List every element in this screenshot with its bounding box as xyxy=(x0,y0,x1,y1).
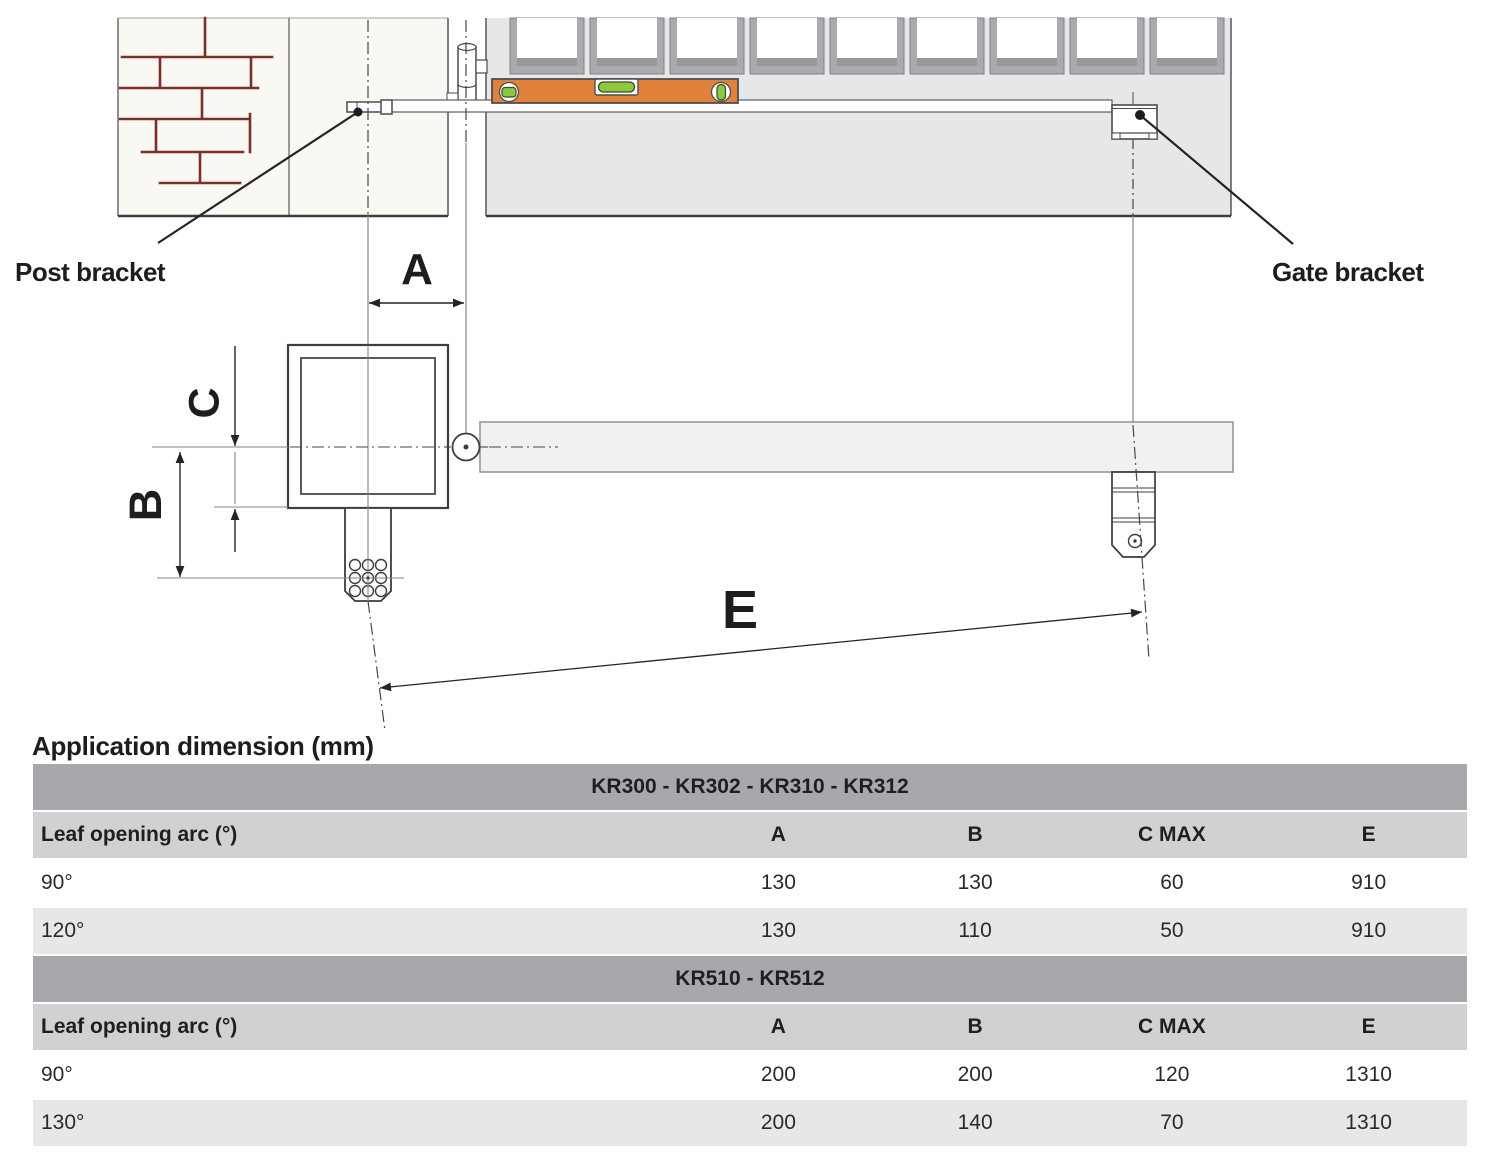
table-row xyxy=(33,860,1467,906)
table-cell: 120 xyxy=(1154,1063,1190,1086)
dimension-c xyxy=(180,346,288,552)
column-header: Leaf opening arc (°) xyxy=(41,1015,238,1038)
operator-arm xyxy=(480,422,1233,472)
table-cell: 200 xyxy=(957,1063,993,1086)
gate-pickets xyxy=(510,18,1224,74)
table-cell: 200 xyxy=(760,1063,796,1086)
application-dimension-table xyxy=(33,764,1467,1148)
dim-c-label: C xyxy=(180,387,229,419)
table-column-header-row xyxy=(33,812,1467,858)
column-header: A xyxy=(770,1015,786,1038)
dim-e-label: E xyxy=(721,580,759,640)
column-header: E xyxy=(1361,823,1376,846)
table-cell: 910 xyxy=(1351,919,1387,942)
gate-bracket-label: Gate bracket xyxy=(1272,257,1424,287)
table-cell: 50 xyxy=(1160,919,1184,942)
table-cell: 910 xyxy=(1351,871,1387,894)
gate-hinge xyxy=(447,44,487,103)
column-header: B xyxy=(967,823,983,846)
table-cell: 130° xyxy=(41,1111,85,1134)
dim-b-label: B xyxy=(119,488,171,522)
post-bracket-label: Post bracket xyxy=(15,257,166,287)
table-cell: 60 xyxy=(1160,871,1184,894)
dimension-b xyxy=(120,452,180,577)
table-title: Application dimension (mm) xyxy=(32,731,374,761)
dimension-e xyxy=(380,580,1142,688)
table-cell: 130 xyxy=(760,919,796,942)
level-center-vial xyxy=(599,82,635,92)
column-header: C MAX xyxy=(1138,823,1206,846)
table-cell: 90° xyxy=(41,1063,73,1086)
column-header: B xyxy=(967,1015,983,1038)
pivot-hinge xyxy=(453,434,480,461)
wall-section xyxy=(118,18,448,216)
column-header: Leaf opening arc (°) xyxy=(41,823,238,846)
column-header: C MAX xyxy=(1138,1015,1206,1038)
table-cell: 1310 xyxy=(1345,1063,1392,1086)
table-cell: 120° xyxy=(41,919,85,942)
table-cell: 70 xyxy=(1160,1111,1184,1134)
table-cell: 140 xyxy=(957,1111,993,1134)
dim-a-label: A xyxy=(401,245,433,294)
table-cell: 130 xyxy=(760,871,796,894)
table-cell: 200 xyxy=(760,1111,796,1134)
table-cell: 90° xyxy=(41,871,73,894)
gate-bracket-section xyxy=(1112,472,1155,557)
table-row xyxy=(33,908,1467,954)
table-column-header-row xyxy=(33,1004,1467,1050)
table-row xyxy=(33,1100,1467,1146)
dimension-a xyxy=(369,245,464,303)
table-cell: 130 xyxy=(957,871,993,894)
column-header: E xyxy=(1361,1015,1376,1038)
table-row xyxy=(33,1052,1467,1098)
table-section-header-kr510: KR510 - KR512 xyxy=(33,956,1467,1002)
table-cell: 1310 xyxy=(1345,1111,1392,1134)
spirit-level xyxy=(492,79,738,103)
column-header: A xyxy=(770,823,786,846)
table-section-header-kr300: KR300 - KR302 - KR310 - KR312 xyxy=(33,764,1467,810)
table-cell: 110 xyxy=(958,919,992,942)
